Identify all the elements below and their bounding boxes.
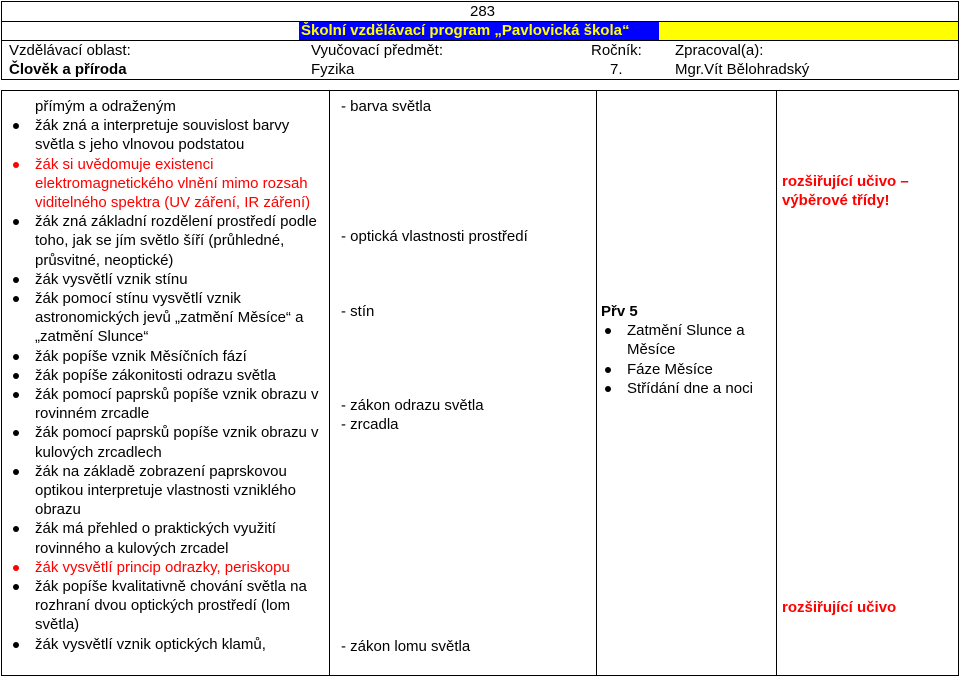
crosscurricular-item: Fáze Měsíce: [601, 360, 773, 379]
outcome-item: žák popíše vznik Měsíčních fází: [9, 347, 323, 366]
crosscurricular-item: Střídání dne a noci: [601, 379, 773, 398]
crosscurricular-code: Přv 5: [601, 303, 638, 320]
topic-opticka: - optická vlastnosti prostředí: [341, 228, 528, 245]
table-border-right: [958, 90, 959, 676]
outcome-item: žák popíše zákonitosti odrazu světla: [9, 366, 323, 385]
value-grade: 7.: [610, 61, 623, 78]
label-subject: Vyučovací předmět:: [311, 42, 444, 59]
table-border-bottom: [1, 675, 959, 676]
outcome-item: žák pomocí paprsků popíše vznik obrazu v kulových zrcadlech: [9, 423, 323, 461]
value-area: Člověk a příroda: [9, 61, 127, 78]
outcome-item: žák zná a interpretuje souvislost barvy světla s jeho vlnovou podstatou: [9, 116, 323, 154]
header-line-2: [1, 40, 959, 41]
header-border-bottom: [1, 79, 959, 80]
value-author: Mgr.Vít Bělohradský: [675, 61, 810, 78]
value-subject: Fyzika: [311, 61, 355, 78]
outcome-item: žák na základě zobrazení paprskovou optikou interpretuje vlastnosti vzniklého obrazu: [9, 462, 323, 520]
page-number: 283: [470, 3, 496, 20]
outcome-item: žák si uvědomuje existenci elektromagnetického vlnění mimo rozsah viditelného spektra (UV záření, IR záření): [9, 155, 323, 213]
outcome-item: žák vysvětlí vznik stínu: [9, 270, 323, 289]
label-area: Vzdělávací oblast:: [9, 42, 131, 59]
outcomes-column: [9, 97, 323, 654]
header-border-top: [1, 1, 959, 2]
outcome-item: žák pomocí stínu vysvětlí vznik astronomických jevů „zatmění Měsíce“ a „zatmění Slunce“: [9, 289, 323, 347]
outcome-item: žák zná základní rozdělení prostředí podle toho, jak se jím světlo šíří (průhledné, průsvitné, neoptické): [9, 212, 323, 270]
header-line-1: [1, 21, 959, 22]
topic-zrcadla: - zrcadla: [341, 416, 399, 433]
outcome-item: žák má přehled o praktických využití rovinného a kulových zrcadel: [9, 519, 323, 557]
crosscurricular-item: Zatmění Slunce a Měsíce: [601, 321, 773, 359]
label-grade: Ročník:: [591, 42, 642, 59]
outcome-item: žák vysvětlí princip odrazky, periskopu: [9, 558, 323, 577]
title-bar-right-fill: [659, 21, 958, 40]
outcomes-list: [9, 116, 323, 654]
topic-stin: - stín: [341, 303, 375, 320]
topic-lom: - zákon lomu světla: [341, 638, 471, 655]
school-program-title: Školní vzdělávací program „Pavlovická škola“: [301, 22, 630, 39]
topic-odraz: - zákon odrazu světla: [341, 397, 484, 414]
outcomes-intro: přímým a odraženým: [35, 98, 176, 115]
header-border-left: [1, 1, 2, 80]
outcome-item: žák popíše kvalitativně chování světla na rozhraní dvou optických prostředí (lom světla): [9, 577, 323, 635]
table-col-divider-3: [776, 90, 777, 676]
note-extended-curriculum: rozšiřující učivo: [782, 599, 897, 616]
header-border-right: [958, 1, 959, 80]
table-col-divider-2: [596, 90, 597, 676]
table-col-divider-1: [329, 90, 330, 676]
title-bar: [299, 21, 659, 40]
crosscurricular-list: [601, 321, 773, 398]
note-extended-curriculum-selected: rozšiřující učivo – výběrové třídy!: [782, 173, 909, 209]
crosscurricular-block: [601, 302, 773, 398]
table-border-left: [1, 90, 2, 676]
label-author: Zpracoval(a):: [675, 42, 764, 59]
outcome-item: žák vysvětlí vznik optických klamů,: [9, 635, 323, 654]
table-border-top: [1, 90, 959, 91]
topic-barva: - barva světla: [341, 98, 432, 115]
outcome-item: žák pomocí paprsků popíše vznik obrazu v rovinném zrcadle: [9, 385, 323, 423]
